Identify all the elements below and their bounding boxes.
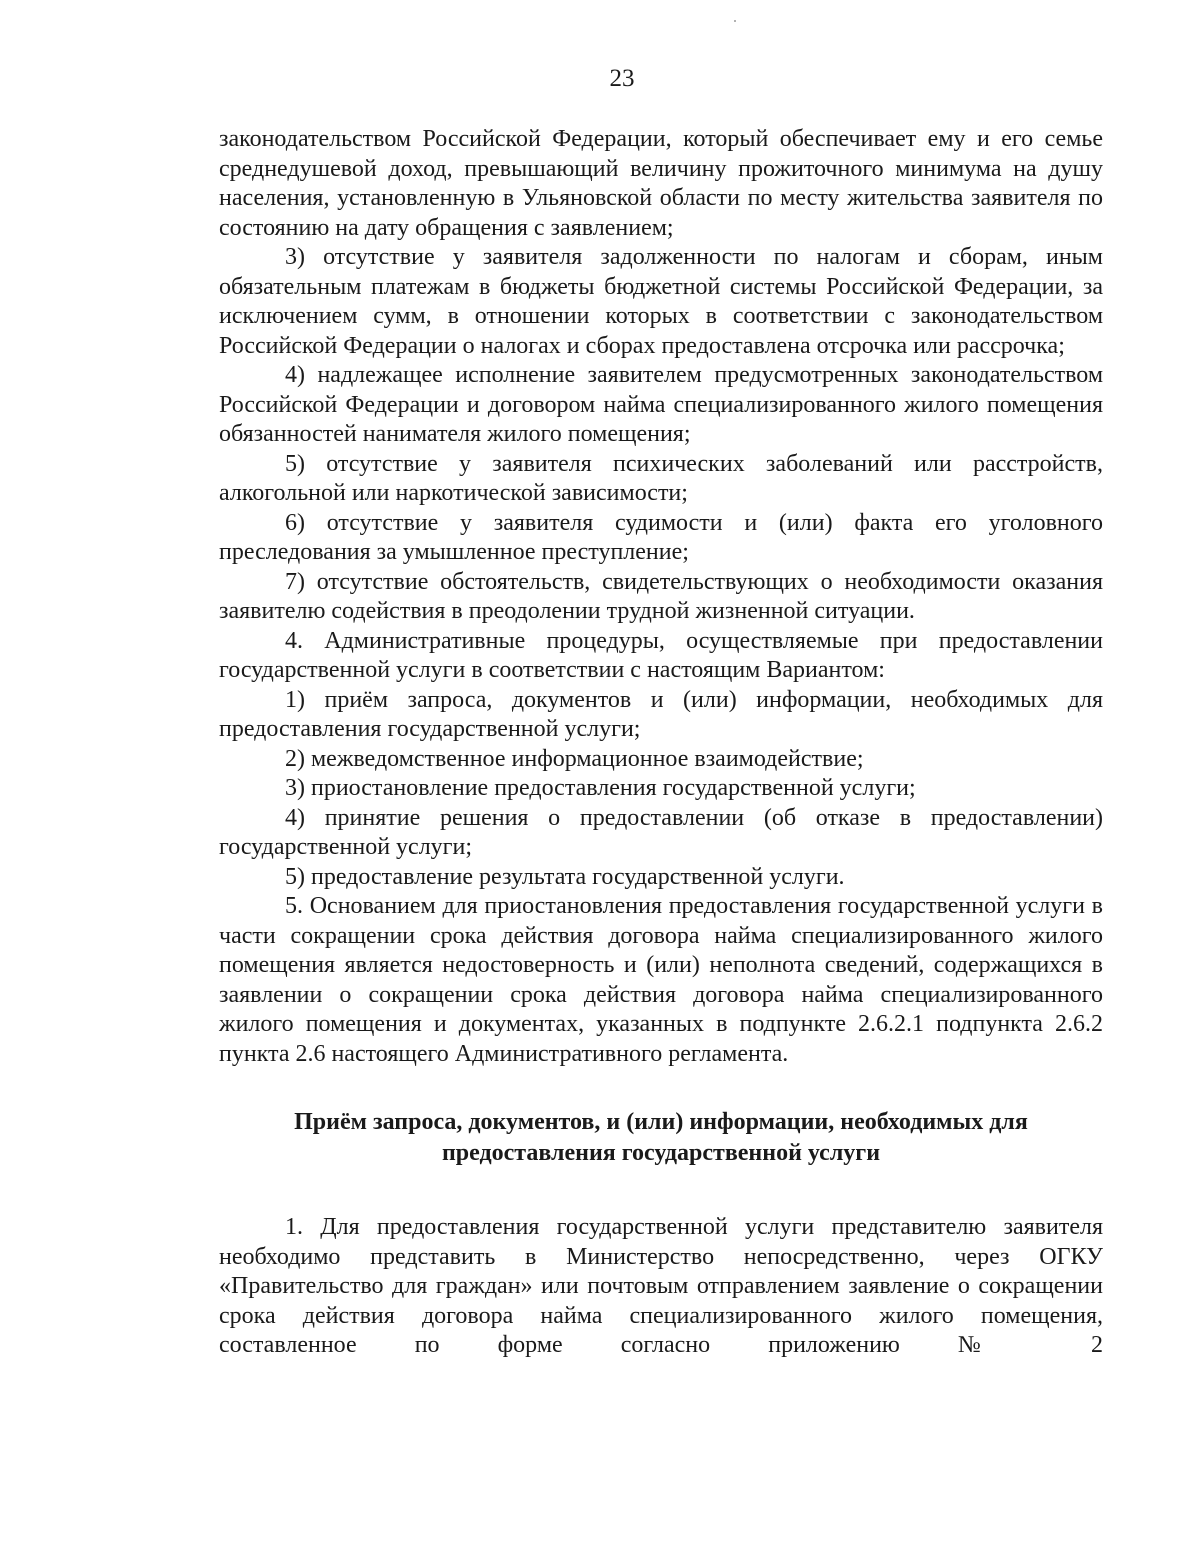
paragraph-continuation: законодательством Российской Федерации, который обеспечивает ему и его семье среднедушевой доход, превышающий величину прожиточного минимума на душу населения, установленную в Ульяновской области по месту жительства заявителя по состоянию на дату обращения с заявлением; [219, 126, 1103, 241]
page-number: 23 [609, 65, 635, 92]
document-body [219, 125, 1103, 1361]
paragraph-section-5: 5. Основанием для приостановления предоставления государственной услуги в части сокращении срока действия договора найма специализированного жилого помещения является недостоверность и (или) неполнота сведений, содержащихся в заявлении о сокращении срока действия договора найма специализированного жилого помещения и документах, указанных в подпункте 2.6.2.1 подпункта 2.6.2 пункта 2.6 настоящего Административного регламента. [219, 893, 1103, 1067]
paragraph-procedure-1: 1) приём запроса, документов и (или) информации, необходимых для предоставления государственной услуги; [219, 686, 1103, 742]
paragraph-item-6-criminal-record: 6) отсутствие у заявителя судимости и (или) факта его уголовного преследования за умышленное преступление; [219, 509, 1103, 565]
paragraph-procedure-2: 2) межведомственное информационное взаимодействие; [285, 745, 864, 772]
paragraph-item-4-obligations: 4) надлежащее исполнение заявителем предусмотренных законодательством Российской Федерации и договором найма специализированного жилого помещения обязанностей нанимателя жилого помещения; [219, 362, 1103, 447]
paragraph-procedure-5: 5) предоставление результата государственной услуги. [285, 863, 845, 890]
section-heading-line-1: Приём запроса, документов, и (или) информации, необходимых для [294, 1109, 1028, 1135]
paragraph-item-7-circumstances: 7) отсутствие обстоятельств, свидетельствующих о необходимости оказания заявителю содействия в преодолении трудной жизненной ситуации. [219, 568, 1103, 624]
paragraph-closing: 1. Для предоставления государственной услуги представителю заявителя необходимо представить в Министерство непосредственно, через ОГКУ «Правительство для граждан» или почтовым отправлением заявление о сокращении срока действия договора найма специализированного жилого помещения, составленное по форме согласно приложению № 2 [219, 1214, 1103, 1358]
paragraph-procedure-4: 4) принятие решения о предоставлении (об отказе в предоставлении) государственной услуги; [219, 804, 1103, 860]
paragraph-section-4: 4. Административные процедуры, осуществляемые при предоставлении государственной услуги в соответствии с настоящим Вариантом: [219, 627, 1103, 683]
paragraph-procedure-3: 3) приостановление предоставления государственной услуги; [285, 775, 916, 801]
paragraph-item-3-tax-debt: 3) отсутствие у заявителя задолженности по налогам и сборам, иным обязательным платежам в бюджеты бюджетной системы Российской Федерации, за исключением сумм, в отношении которых в соответствии с законодательством Российской Федерации о налогах и сборах предоставлена отсрочка или рассрочка; [219, 244, 1103, 359]
section-heading [219, 1107, 1103, 1169]
section-heading-line-2: предоставления государственной услуги [441, 1140, 881, 1166]
scan-speck [734, 20, 736, 22]
paragraph-item-5-health: 5) отсутствие у заявителя психических заболеваний или расстройств, алкогольной или наркотической зависимости; [219, 450, 1103, 506]
